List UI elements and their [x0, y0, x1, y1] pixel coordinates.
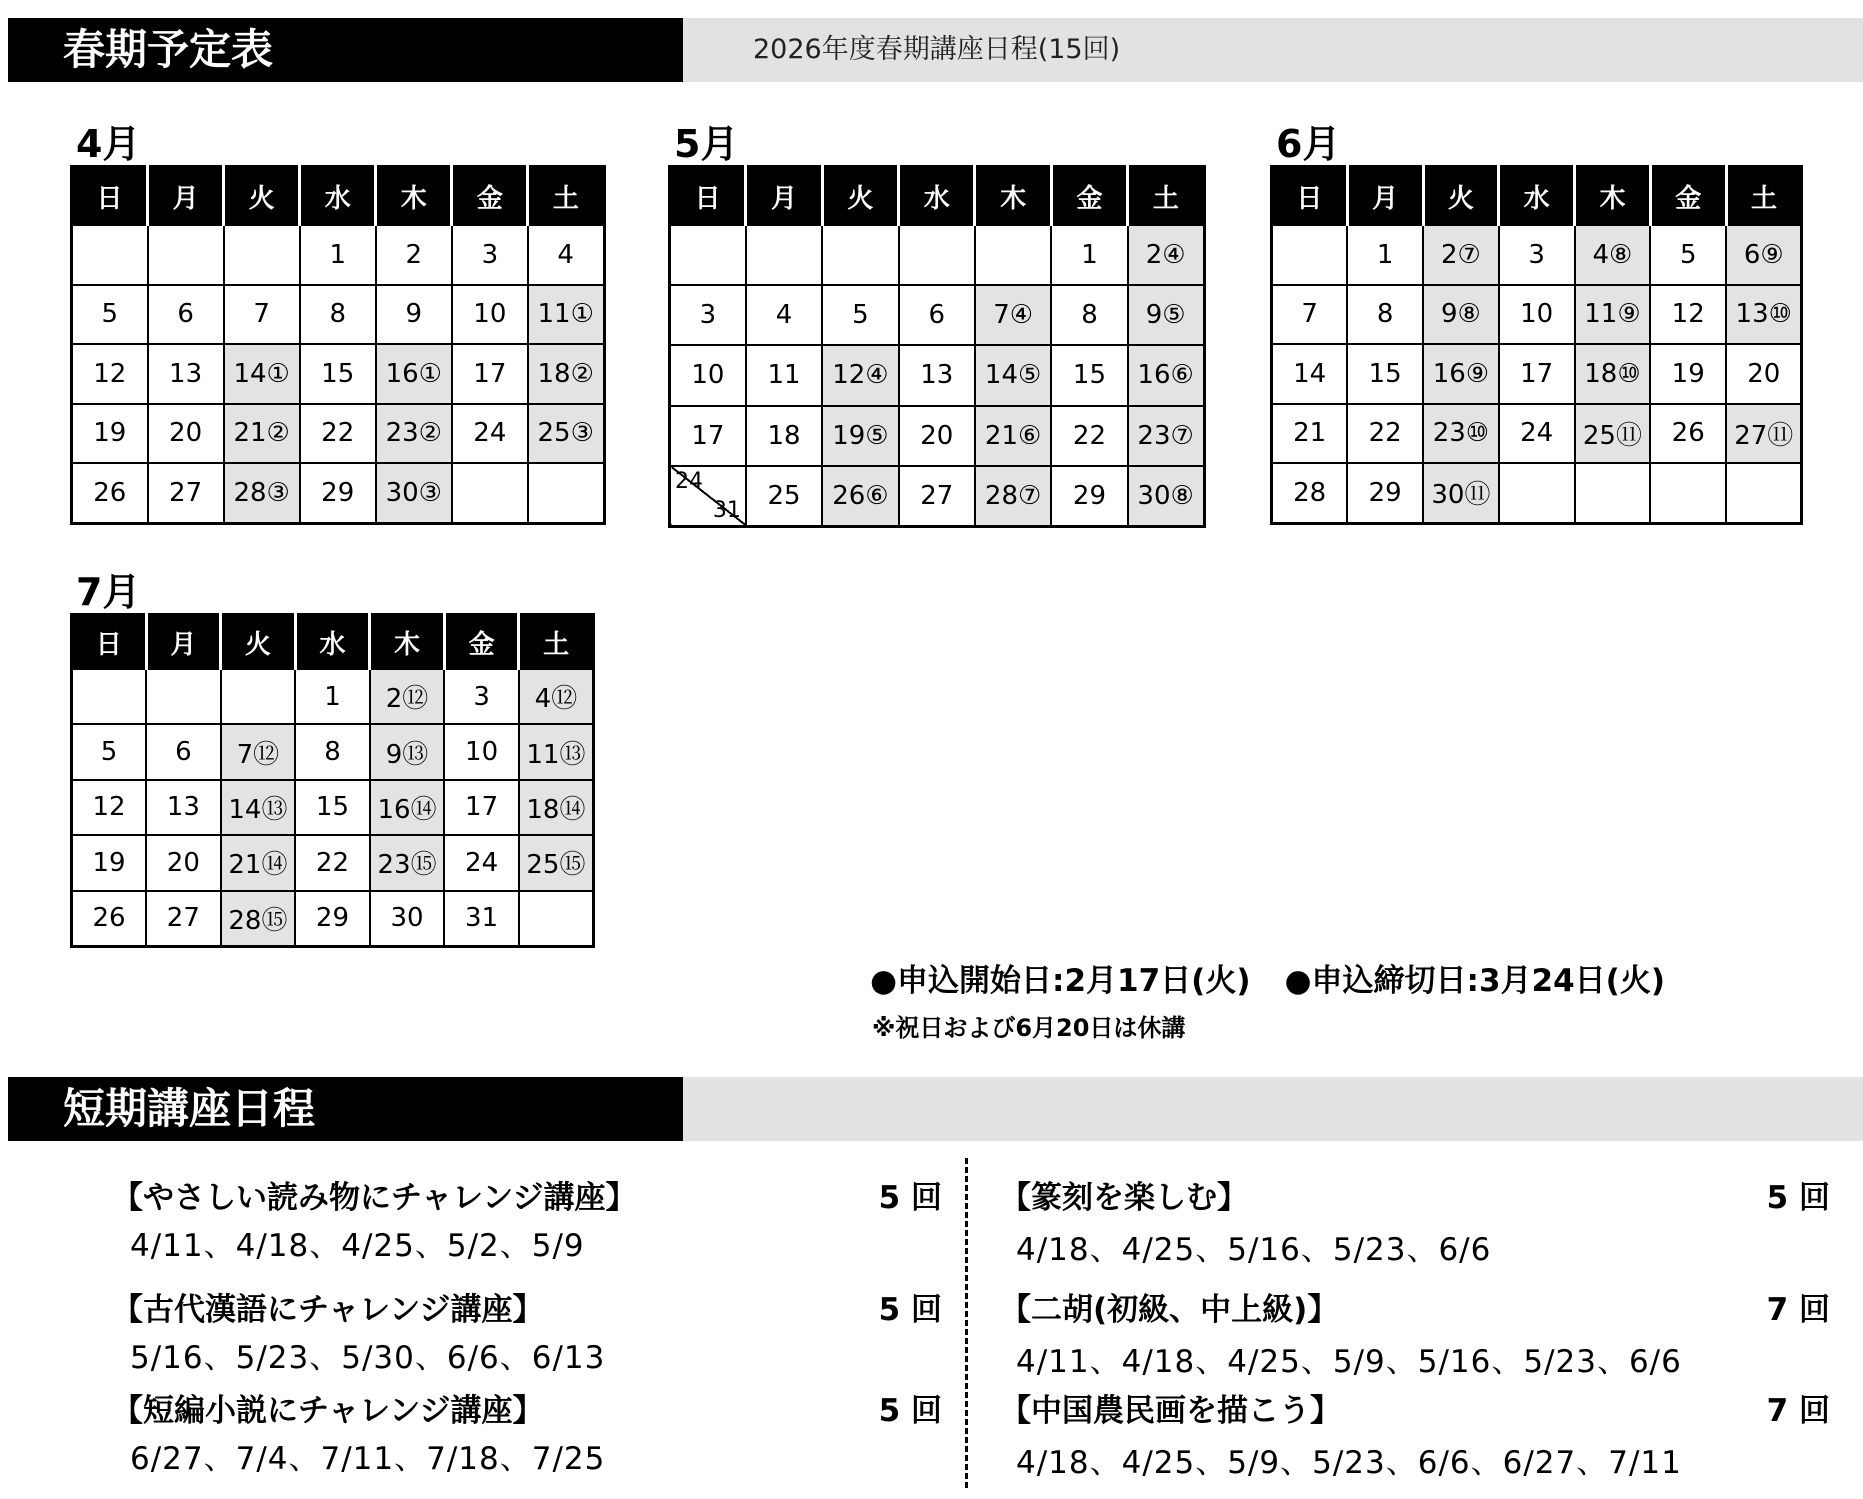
calendar-day-cell: 27: [146, 891, 221, 947]
course-dates: 5/16、5/23、5/30、6/6、6/13: [130, 1340, 606, 1376]
calendar-day-cell: 25: [746, 466, 822, 527]
calendar-day-cell: 27: [899, 466, 975, 527]
calendar-day-cell: 4⑫: [519, 669, 594, 724]
calendar-day-cell: 20: [148, 404, 224, 464]
weekday-header: 土: [528, 167, 604, 226]
calendar-day-cell: 30⑪: [1423, 463, 1499, 523]
course-name: 【やさしい読み物にチャレンジ講座】: [112, 1180, 637, 1216]
calendar-day-cell: 19: [1650, 344, 1726, 404]
calendar-day-cell: 19⑤: [822, 406, 898, 466]
calendar-day-cell: 1: [295, 669, 370, 724]
calendar-day-cell: [1575, 463, 1651, 523]
calendar-day-cell: 23②: [376, 404, 452, 464]
weekday-header: 木: [376, 167, 452, 226]
weekday-header: 火: [1423, 167, 1499, 226]
application-start: ●申込開始日:2月17日(火): [870, 963, 1251, 999]
calendar-week-row: [72, 344, 605, 404]
calendar-day-cell: 22: [1347, 404, 1423, 464]
month-label: 6月: [1276, 122, 1341, 166]
calendar-day-cell: 13: [146, 780, 221, 835]
calendar-day-cell: 12: [72, 780, 147, 835]
weekday-header: 水: [295, 615, 370, 670]
weekday-header: 日: [1272, 167, 1348, 226]
calendar-day-cell: 15: [300, 344, 376, 404]
calendar-day-cell: 4: [528, 225, 604, 285]
calendar-day-cell: 21②: [224, 404, 300, 464]
calendar-day-cell: 18⑭: [519, 780, 594, 835]
calendar-day-cell: 9⑬: [370, 724, 445, 779]
calendar-day-cell: 30③: [376, 463, 452, 523]
weekday-header: 木: [975, 167, 1051, 226]
calendar-day-cell: 7④: [975, 285, 1051, 345]
calendar-day-cell: 5: [72, 285, 148, 345]
weekday-header: 火: [224, 167, 300, 226]
calendar-day-cell: 1: [300, 225, 376, 285]
calendar-day-cell: 18②: [528, 344, 604, 404]
calendar-week-row: [72, 285, 605, 345]
calendar-day-cell: 12: [72, 344, 148, 404]
course-count: 7 回: [1766, 1393, 1830, 1429]
calendar-day-cell: 25③: [528, 404, 604, 464]
calendar-week-row: [1272, 463, 1802, 523]
course-dates: 4/11、4/18、4/25、5/2、5/9: [130, 1228, 585, 1264]
calendar-day-cell: 18⑩: [1575, 344, 1651, 404]
calendar-day-cell: 6: [148, 285, 224, 345]
calendar-week-row: [72, 225, 605, 285]
calendar-day-cell: 22: [300, 404, 376, 464]
calendar-day-cell: 2⑫: [370, 669, 445, 724]
course-dates: 6/27、7/4、7/11、7/18、7/25: [130, 1441, 606, 1477]
calendar-day-cell: 28③: [224, 463, 300, 523]
weekday-header: 月: [146, 615, 221, 670]
calendar-april: [70, 122, 606, 525]
calendar-day-cell: [146, 669, 221, 724]
calendar-day-cell: 4: [746, 285, 822, 345]
calendar-day-cell: 27⑪: [1726, 404, 1802, 464]
calendar-day-cell: [670, 466, 746, 527]
calendar-day-cell: 2: [376, 225, 452, 285]
calendar-day-cell: 29: [1347, 463, 1423, 523]
calendar-day-cell: 3: [444, 669, 519, 724]
split-day-number: 31: [712, 497, 741, 523]
calendar-week-row: [1272, 225, 1802, 285]
calendar-day-cell: 11: [746, 345, 822, 405]
course-item: [1000, 1385, 1830, 1481]
calendar-day-cell: 29: [295, 891, 370, 947]
calendar-day-cell: 19: [72, 404, 148, 464]
calendar-day-cell: [746, 225, 822, 285]
calendar-day-cell: [528, 463, 604, 523]
calendar-day-cell: [224, 225, 300, 285]
spring-header-bar: [8, 18, 1863, 82]
calendar-day-cell: 8: [1051, 285, 1127, 345]
calendar-day-cell: 26: [72, 463, 148, 523]
course-dates: 4/18、4/25、5/16、5/23、6/6: [1016, 1232, 1492, 1268]
calendar-day-cell: 3: [1499, 225, 1575, 285]
calendar-day-cell: 12④: [822, 345, 898, 405]
calendar-day-cell: 24: [444, 835, 519, 890]
course-item: [112, 1385, 942, 1477]
calendar-day-cell: [148, 225, 224, 285]
course-item: [112, 1284, 942, 1376]
spring-subtitle: 2026年度春期講座日程(15回): [753, 34, 1121, 65]
calendar-day-cell: 20: [1726, 344, 1802, 404]
calendar-day-cell: 27: [148, 463, 224, 523]
calendar-week-row: [670, 406, 1205, 466]
calendar-day-cell: 16⑭: [370, 780, 445, 835]
course-name: 【中国農民画を描こう】: [1000, 1393, 1341, 1429]
course-count: 5 回: [878, 1393, 942, 1429]
calendar-day-cell: 4⑧: [1575, 225, 1651, 285]
calendar-week-row: [1272, 285, 1802, 345]
calendar-day-cell: 23⑮: [370, 835, 445, 890]
calendar-day-cell: 28⑮: [221, 891, 296, 947]
calendar-day-cell: 15: [1051, 345, 1127, 405]
calendar-day-cell: 14: [1272, 344, 1348, 404]
calendar-day-cell: [221, 669, 296, 724]
calendar-day-cell: [1650, 463, 1726, 523]
holiday-note: ※祝日および6月20日は休講: [872, 1014, 1186, 1042]
calendar-day-cell: 17: [1499, 344, 1575, 404]
calendar-week-row: [670, 345, 1205, 405]
calendar-day-cell: [452, 463, 528, 523]
calendar-day-cell: 9⑧: [1423, 285, 1499, 345]
calendar-day-cell: 29: [1051, 466, 1127, 527]
calendar-day-cell: 31: [444, 891, 519, 947]
calendar-day-cell: 10: [452, 285, 528, 345]
course-count: 5 回: [878, 1180, 942, 1216]
calendar-day-cell: 11⑬: [519, 724, 594, 779]
calendar-june: [1270, 122, 1803, 525]
calendar-day-cell: 17: [452, 344, 528, 404]
weekday-header: 日: [72, 167, 148, 226]
course-item: [112, 1172, 942, 1264]
calendar-week-row: [72, 724, 594, 779]
calendar-day-cell: [1499, 463, 1575, 523]
calendar-day-cell: 8: [295, 724, 370, 779]
calendar-day-cell: 28: [1272, 463, 1348, 523]
calendar-day-cell: 2⑦: [1423, 225, 1499, 285]
calendar-day-cell: 13: [148, 344, 224, 404]
calendar-week-row: [72, 669, 594, 724]
calendar-day-cell: 19: [72, 835, 147, 890]
calendar-day-cell: 16⑥: [1128, 345, 1204, 405]
calendar-day-cell: 3: [670, 285, 746, 345]
calendar-day-cell: 11①: [528, 285, 604, 345]
calendar-week-row: [1272, 404, 1802, 464]
calendar-day-cell: 16①: [376, 344, 452, 404]
calendar-day-cell: 10: [670, 345, 746, 405]
calendar-week-row: [670, 466, 1205, 527]
course-count: 5 回: [878, 1292, 942, 1328]
calendar-day-cell: 13: [899, 345, 975, 405]
calendar-day-cell: 26: [72, 891, 147, 947]
course-name: 【古代漢語にチャレンジ講座】: [112, 1292, 544, 1328]
calendar-day-cell: 1: [1051, 225, 1127, 285]
calendar-day-cell: 7: [224, 285, 300, 345]
calendar-day-cell: 14①: [224, 344, 300, 404]
calendar-may: [668, 122, 1206, 528]
calendar-week-row: [670, 225, 1205, 285]
calendar-day-cell: 14⑤: [975, 345, 1051, 405]
calendar-day-cell: 26⑥: [822, 466, 898, 527]
calendar-day-cell: 11⑨: [1575, 285, 1651, 345]
calendar-day-cell: [519, 891, 594, 947]
weekday-header: 日: [670, 167, 746, 226]
calendar-day-cell: 24: [452, 404, 528, 464]
calendar-day-cell: [1272, 225, 1348, 285]
calendar-table: [668, 165, 1206, 528]
calendar-week-row: [670, 285, 1205, 345]
short-header-bar: [8, 1077, 1863, 1141]
calendar-week-row: [1272, 344, 1802, 404]
calendar-day-cell: 22: [295, 835, 370, 890]
calendar-day-cell: 28⑦: [975, 466, 1051, 527]
weekday-header: 金: [1051, 167, 1127, 226]
calendar-day-cell: 20: [146, 835, 221, 890]
weekday-header: 木: [1575, 167, 1651, 226]
weekday-header: 木: [370, 615, 445, 670]
split-day-number: 24: [675, 468, 703, 494]
spring-title: 春期予定表: [8, 18, 683, 82]
calendar-week-row: [72, 404, 605, 464]
weekday-header: 火: [221, 615, 296, 670]
calendar-day-cell: 12: [1650, 285, 1726, 345]
calendar-day-cell: 5: [822, 285, 898, 345]
course-name: 【短編小説にチャレンジ講座】: [112, 1393, 544, 1429]
course-item: [1000, 1172, 1830, 1268]
calendar-july: [70, 570, 595, 948]
calendar-day-cell: 25⑪: [1575, 404, 1651, 464]
calendar-day-cell: [670, 225, 746, 285]
calendar-day-cell: 30⑧: [1128, 466, 1204, 527]
calendar-day-cell: 22: [1051, 406, 1127, 466]
short-title: 短期講座日程: [8, 1077, 683, 1141]
weekday-header: 金: [452, 167, 528, 226]
calendar-day-cell: 15: [1347, 344, 1423, 404]
calendar-day-cell: 23⑦: [1128, 406, 1204, 466]
course-count: 5 回: [1766, 1180, 1830, 1216]
weekday-header: 金: [1650, 167, 1726, 226]
calendar-week-row: [72, 835, 594, 890]
calendar-day-cell: 3: [452, 225, 528, 285]
calendar-day-cell: 18: [746, 406, 822, 466]
calendar-day-cell: [72, 669, 147, 724]
calendar-day-cell: 21⑥: [975, 406, 1051, 466]
calendar-day-cell: 7: [1272, 285, 1348, 345]
course-dates: 4/18、4/25、5/9、5/23、6/6、6/27、7/11: [1016, 1445, 1682, 1481]
application-dates: [870, 955, 1665, 1000]
calendar-day-cell: 8: [300, 285, 376, 345]
calendar-day-cell: 6: [146, 724, 221, 779]
calendar-day-cell: 20: [899, 406, 975, 466]
calendar-day-cell: 5: [1650, 225, 1726, 285]
calendar-day-cell: 26: [1650, 404, 1726, 464]
calendar-day-cell: 15: [295, 780, 370, 835]
calendar-day-cell: 9: [376, 285, 452, 345]
month-label: 7月: [76, 570, 141, 614]
weekday-header: 火: [822, 167, 898, 226]
calendar-table: [70, 613, 595, 948]
calendar-day-cell: 25⑮: [519, 835, 594, 890]
calendar-day-cell: 6: [899, 285, 975, 345]
calendar-table: [70, 165, 606, 525]
calendar-day-cell: 13⑩: [1726, 285, 1802, 345]
calendar-day-cell: 5: [72, 724, 147, 779]
weekday-header: 水: [899, 167, 975, 226]
calendar-day-cell: 21: [1272, 404, 1348, 464]
calendar-day-cell: [975, 225, 1051, 285]
course-name: 【二胡(初級、中上級)】: [1000, 1292, 1339, 1328]
calendar-week-row: [72, 463, 605, 523]
calendar-day-cell: 17: [444, 780, 519, 835]
course-count: 7 回: [1766, 1292, 1830, 1328]
weekday-header: 金: [444, 615, 519, 670]
calendar-day-cell: 29: [300, 463, 376, 523]
calendar-week-row: [72, 780, 594, 835]
calendar-day-cell: [72, 225, 148, 285]
course-name: 【篆刻を楽しむ】: [1000, 1180, 1248, 1216]
column-divider: [965, 1158, 968, 1488]
month-label: 5月: [674, 122, 739, 166]
weekday-header: 水: [300, 167, 376, 226]
weekday-header: 土: [1128, 167, 1204, 226]
application-deadline: ●申込締切日:3月24日(火): [1284, 963, 1665, 999]
calendar-day-cell: 6⑨: [1726, 225, 1802, 285]
weekday-header: 水: [1499, 167, 1575, 226]
calendar-day-cell: 30: [370, 891, 445, 947]
calendar-day-cell: 2④: [1128, 225, 1204, 285]
weekday-header: 月: [746, 167, 822, 226]
calendar-day-cell: 10: [1499, 285, 1575, 345]
calendar-week-row: [72, 891, 594, 947]
weekday-header: 日: [72, 615, 147, 670]
calendar-day-cell: 7⑫: [221, 724, 296, 779]
weekday-header: 月: [148, 167, 224, 226]
calendar-day-cell: 8: [1347, 285, 1423, 345]
calendar-day-cell: [1726, 463, 1802, 523]
course-item: [1000, 1284, 1830, 1380]
calendar-day-cell: 10: [444, 724, 519, 779]
calendar-day-cell: 24: [1499, 404, 1575, 464]
calendar-day-cell: 17: [670, 406, 746, 466]
calendar-table: [1270, 165, 1803, 525]
weekday-header: 土: [1726, 167, 1802, 226]
calendar-day-cell: 9⑤: [1128, 285, 1204, 345]
calendar-day-cell: 21⑭: [221, 835, 296, 890]
weekday-header: 月: [1347, 167, 1423, 226]
calendar-day-cell: 23⑩: [1423, 404, 1499, 464]
course-dates: 4/11、4/18、4/25、5/9、5/16、5/23、6/6: [1016, 1344, 1682, 1380]
calendar-day-cell: 16⑨: [1423, 344, 1499, 404]
calendar-day-cell: [899, 225, 975, 285]
calendar-day-cell: 14⑬: [221, 780, 296, 835]
weekday-header: 土: [519, 615, 594, 670]
month-label: 4月: [76, 122, 141, 166]
calendar-day-cell: [822, 225, 898, 285]
calendar-day-cell: 1: [1347, 225, 1423, 285]
